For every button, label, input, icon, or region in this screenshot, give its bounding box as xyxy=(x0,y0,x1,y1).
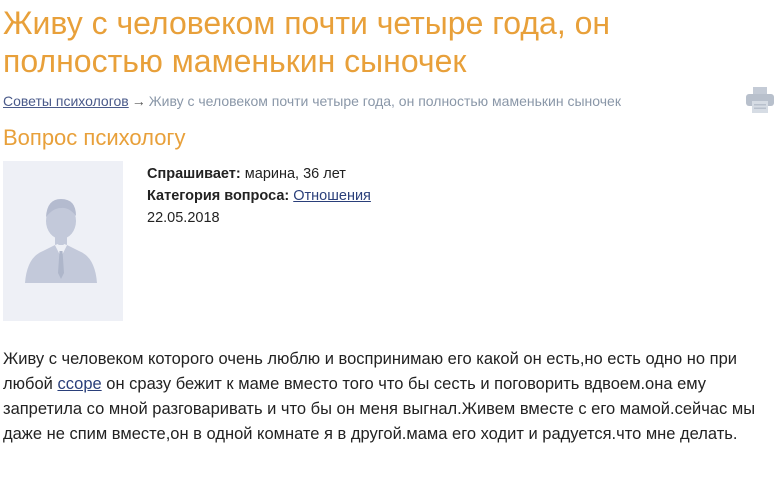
breadcrumb xyxy=(3,92,723,110)
question-meta xyxy=(147,163,371,229)
section-title: Вопрос психологу xyxy=(3,125,186,150)
user-silhouette-icon xyxy=(3,161,123,321)
avatar xyxy=(3,161,123,321)
category-link[interactable]: Отношения xyxy=(293,188,371,204)
breadcrumb-current: Живу с человеком почти четыре года, он полностью маменькин сыночек xyxy=(148,93,621,109)
question-text-part1: Живу с человеком которого очень люблю и воспринимаю его какой он есть,но есть одно но при любой xyxy=(3,350,737,393)
breadcrumb-separator: → xyxy=(131,93,146,109)
question-date: 22.05.2018 xyxy=(147,210,220,226)
page-title: Живу с человеком почти четыре года, он полностью маменькин сыночек xyxy=(3,5,611,79)
question-text xyxy=(3,347,773,447)
asker-row xyxy=(147,163,371,185)
category-label: Категория вопроса: xyxy=(147,188,290,204)
question-text-part2: он сразу бежит к маме вместо того что бы сесть и поговорить вдвоем.она ему запретила со мной разговаривать и что бы он меня выгнал.Живем вместе с его мамой.сейчас мы даже не спим вместе,он в одной комнате я в другой.мама его ходит и радуется.что мне делать. xyxy=(3,375,756,443)
asker-label: Спрашивает: xyxy=(147,166,241,182)
category-row xyxy=(147,185,371,207)
printer-icon[interactable] xyxy=(744,86,776,114)
quarrel-link[interactable]: ссоре xyxy=(57,375,102,393)
asker-value: марина, 36 лет xyxy=(244,166,346,182)
breadcrumb-link-advice[interactable]: Советы психологов xyxy=(3,93,129,109)
